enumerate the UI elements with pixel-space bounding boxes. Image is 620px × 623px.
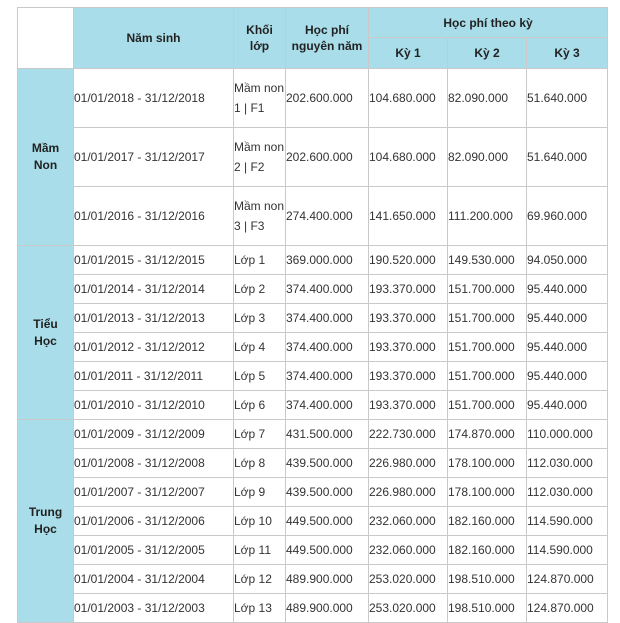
cell-annual: 202.600.000	[286, 69, 369, 128]
cell-term-3: 94.050.000	[527, 246, 608, 275]
cell-birth: 01/01/2009 - 31/12/2009	[74, 420, 234, 449]
cell-birth: 01/01/2014 - 31/12/2014	[74, 275, 234, 304]
cell-grade: Lớp 9	[234, 478, 286, 507]
cell-term-3: 124.870.000	[527, 565, 608, 594]
cell-term-2: 151.700.000	[448, 362, 527, 391]
cell-term-1: 104.680.000	[369, 69, 448, 128]
cell-term-3: 95.440.000	[527, 391, 608, 420]
tuition-table-body	[18, 69, 608, 623]
cell-annual: 439.500.000	[286, 449, 369, 478]
cell-birth: 01/01/2011 - 31/12/2011	[74, 362, 234, 391]
cell-birth: 01/01/2004 - 31/12/2004	[74, 565, 234, 594]
cell-term-2: 182.160.000	[448, 507, 527, 536]
cell-term-3: 51.640.000	[527, 69, 608, 128]
cell-term-1: 190.520.000	[369, 246, 448, 275]
cell-birth: 01/01/2016 - 31/12/2016	[74, 187, 234, 246]
cell-grade: Lớp 12	[234, 565, 286, 594]
cell-birth: 01/01/2015 - 31/12/2015	[74, 246, 234, 275]
cell-term-2: 151.700.000	[448, 333, 527, 362]
header-annual-fee: Học phí nguyên năm	[286, 8, 369, 69]
tuition-table	[17, 7, 608, 623]
cell-annual: 202.600.000	[286, 128, 369, 187]
table-row	[18, 594, 608, 623]
cell-term-3: 114.590.000	[527, 507, 608, 536]
cell-term-2: 151.700.000	[448, 304, 527, 333]
cell-grade: Lớp 1	[234, 246, 286, 275]
table-row	[18, 304, 608, 333]
cell-grade: Lớp 2	[234, 275, 286, 304]
cell-annual: 374.400.000	[286, 304, 369, 333]
header-term-2: Kỳ 2	[448, 38, 527, 69]
cell-birth: 01/01/2003 - 31/12/2003	[74, 594, 234, 623]
header-birth-year: Năm sinh	[74, 8, 234, 69]
cell-grade: Lớp 6	[234, 391, 286, 420]
cell-term-3: 112.030.000	[527, 478, 608, 507]
cell-term-2: 198.510.000	[448, 594, 527, 623]
cell-term-3: 95.440.000	[527, 362, 608, 391]
table-row	[18, 128, 608, 187]
cell-term-3: 95.440.000	[527, 275, 608, 304]
corner-cell	[18, 8, 74, 69]
cell-term-3: 51.640.000	[527, 128, 608, 187]
cell-term-2: 149.530.000	[448, 246, 527, 275]
cell-term-1: 253.020.000	[369, 565, 448, 594]
table-row	[18, 420, 608, 449]
table-row	[18, 391, 608, 420]
cell-term-1: 193.370.000	[369, 304, 448, 333]
table-row	[18, 478, 608, 507]
cell-term-3: 124.870.000	[527, 594, 608, 623]
tuition-table-container	[17, 7, 607, 621]
cell-birth: 01/01/2012 - 31/12/2012	[74, 333, 234, 362]
cell-term-1: 193.370.000	[369, 275, 448, 304]
cell-birth: 01/01/2018 - 31/12/2018	[74, 69, 234, 128]
table-row	[18, 246, 608, 275]
cell-grade: Lớp 7	[234, 420, 286, 449]
cell-term-2: 178.100.000	[448, 478, 527, 507]
cell-term-1: 226.980.000	[369, 449, 448, 478]
cell-term-1: 232.060.000	[369, 536, 448, 565]
cell-annual: 369.000.000	[286, 246, 369, 275]
cell-grade: Lớp 11	[234, 536, 286, 565]
cell-term-1: 226.980.000	[369, 478, 448, 507]
header-grade: Khối lớp	[234, 8, 286, 69]
cell-birth: 01/01/2017 - 31/12/2017	[74, 128, 234, 187]
group-label-secondary: Trung Học	[18, 420, 74, 623]
table-row	[18, 275, 608, 304]
cell-grade: Mầm non 2 | F2	[234, 128, 286, 187]
cell-birth: 01/01/2008 - 31/12/2008	[74, 449, 234, 478]
table-row	[18, 69, 608, 128]
cell-annual: 449.500.000	[286, 507, 369, 536]
table-row	[18, 187, 608, 246]
cell-term-2: 111.200.000	[448, 187, 527, 246]
cell-grade: Lớp 3	[234, 304, 286, 333]
cell-annual: 274.400.000	[286, 187, 369, 246]
cell-annual: 374.400.000	[286, 333, 369, 362]
cell-annual: 431.500.000	[286, 420, 369, 449]
table-row	[18, 536, 608, 565]
cell-annual: 489.900.000	[286, 565, 369, 594]
table-row	[18, 565, 608, 594]
table-row	[18, 333, 608, 362]
cell-term-2: 174.870.000	[448, 420, 527, 449]
cell-grade: Mầm non 1 | F1	[234, 69, 286, 128]
header-term-3: Kỳ 3	[527, 38, 608, 69]
cell-birth: 01/01/2010 - 31/12/2010	[74, 391, 234, 420]
header-term-1: Kỳ 1	[369, 38, 448, 69]
cell-term-2: 198.510.000	[448, 565, 527, 594]
table-row	[18, 449, 608, 478]
cell-term-1: 193.370.000	[369, 333, 448, 362]
cell-term-2: 182.160.000	[448, 536, 527, 565]
cell-annual: 449.500.000	[286, 536, 369, 565]
cell-annual: 439.500.000	[286, 478, 369, 507]
cell-term-1: 141.650.000	[369, 187, 448, 246]
cell-annual: 374.400.000	[286, 362, 369, 391]
cell-term-3: 114.590.000	[527, 536, 608, 565]
cell-birth: 01/01/2005 - 31/12/2005	[74, 536, 234, 565]
cell-grade: Lớp 5	[234, 362, 286, 391]
cell-grade: Lớp 13	[234, 594, 286, 623]
cell-annual: 374.400.000	[286, 275, 369, 304]
table-row	[18, 507, 608, 536]
cell-annual: 489.900.000	[286, 594, 369, 623]
cell-term-3: 95.440.000	[527, 333, 608, 362]
table-row	[18, 362, 608, 391]
cell-grade: Lớp 4	[234, 333, 286, 362]
cell-birth: 01/01/2007 - 31/12/2007	[74, 478, 234, 507]
cell-term-2: 151.700.000	[448, 391, 527, 420]
cell-grade: Mầm non 3 | F3	[234, 187, 286, 246]
group-label-primary: Tiểu Học	[18, 246, 74, 420]
cell-term-1: 104.680.000	[369, 128, 448, 187]
cell-birth: 01/01/2006 - 31/12/2006	[74, 507, 234, 536]
cell-term-1: 222.730.000	[369, 420, 448, 449]
cell-term-1: 232.060.000	[369, 507, 448, 536]
header-fee-by-term: Học phí theo kỳ	[369, 8, 608, 38]
cell-term-2: 151.700.000	[448, 275, 527, 304]
cell-term-3: 69.960.000	[527, 187, 608, 246]
cell-term-3: 110.000.000	[527, 420, 608, 449]
group-label-preschool: Mầm Non	[18, 69, 74, 246]
cell-term-1: 253.020.000	[369, 594, 448, 623]
cell-term-1: 193.370.000	[369, 362, 448, 391]
cell-grade: Lớp 8	[234, 449, 286, 478]
cell-term-3: 95.440.000	[527, 304, 608, 333]
cell-term-1: 193.370.000	[369, 391, 448, 420]
cell-grade: Lớp 10	[234, 507, 286, 536]
cell-term-2: 178.100.000	[448, 449, 527, 478]
cell-term-2: 82.090.000	[448, 69, 527, 128]
cell-annual: 374.400.000	[286, 391, 369, 420]
cell-term-3: 112.030.000	[527, 449, 608, 478]
cell-term-2: 82.090.000	[448, 128, 527, 187]
cell-birth: 01/01/2013 - 31/12/2013	[74, 304, 234, 333]
